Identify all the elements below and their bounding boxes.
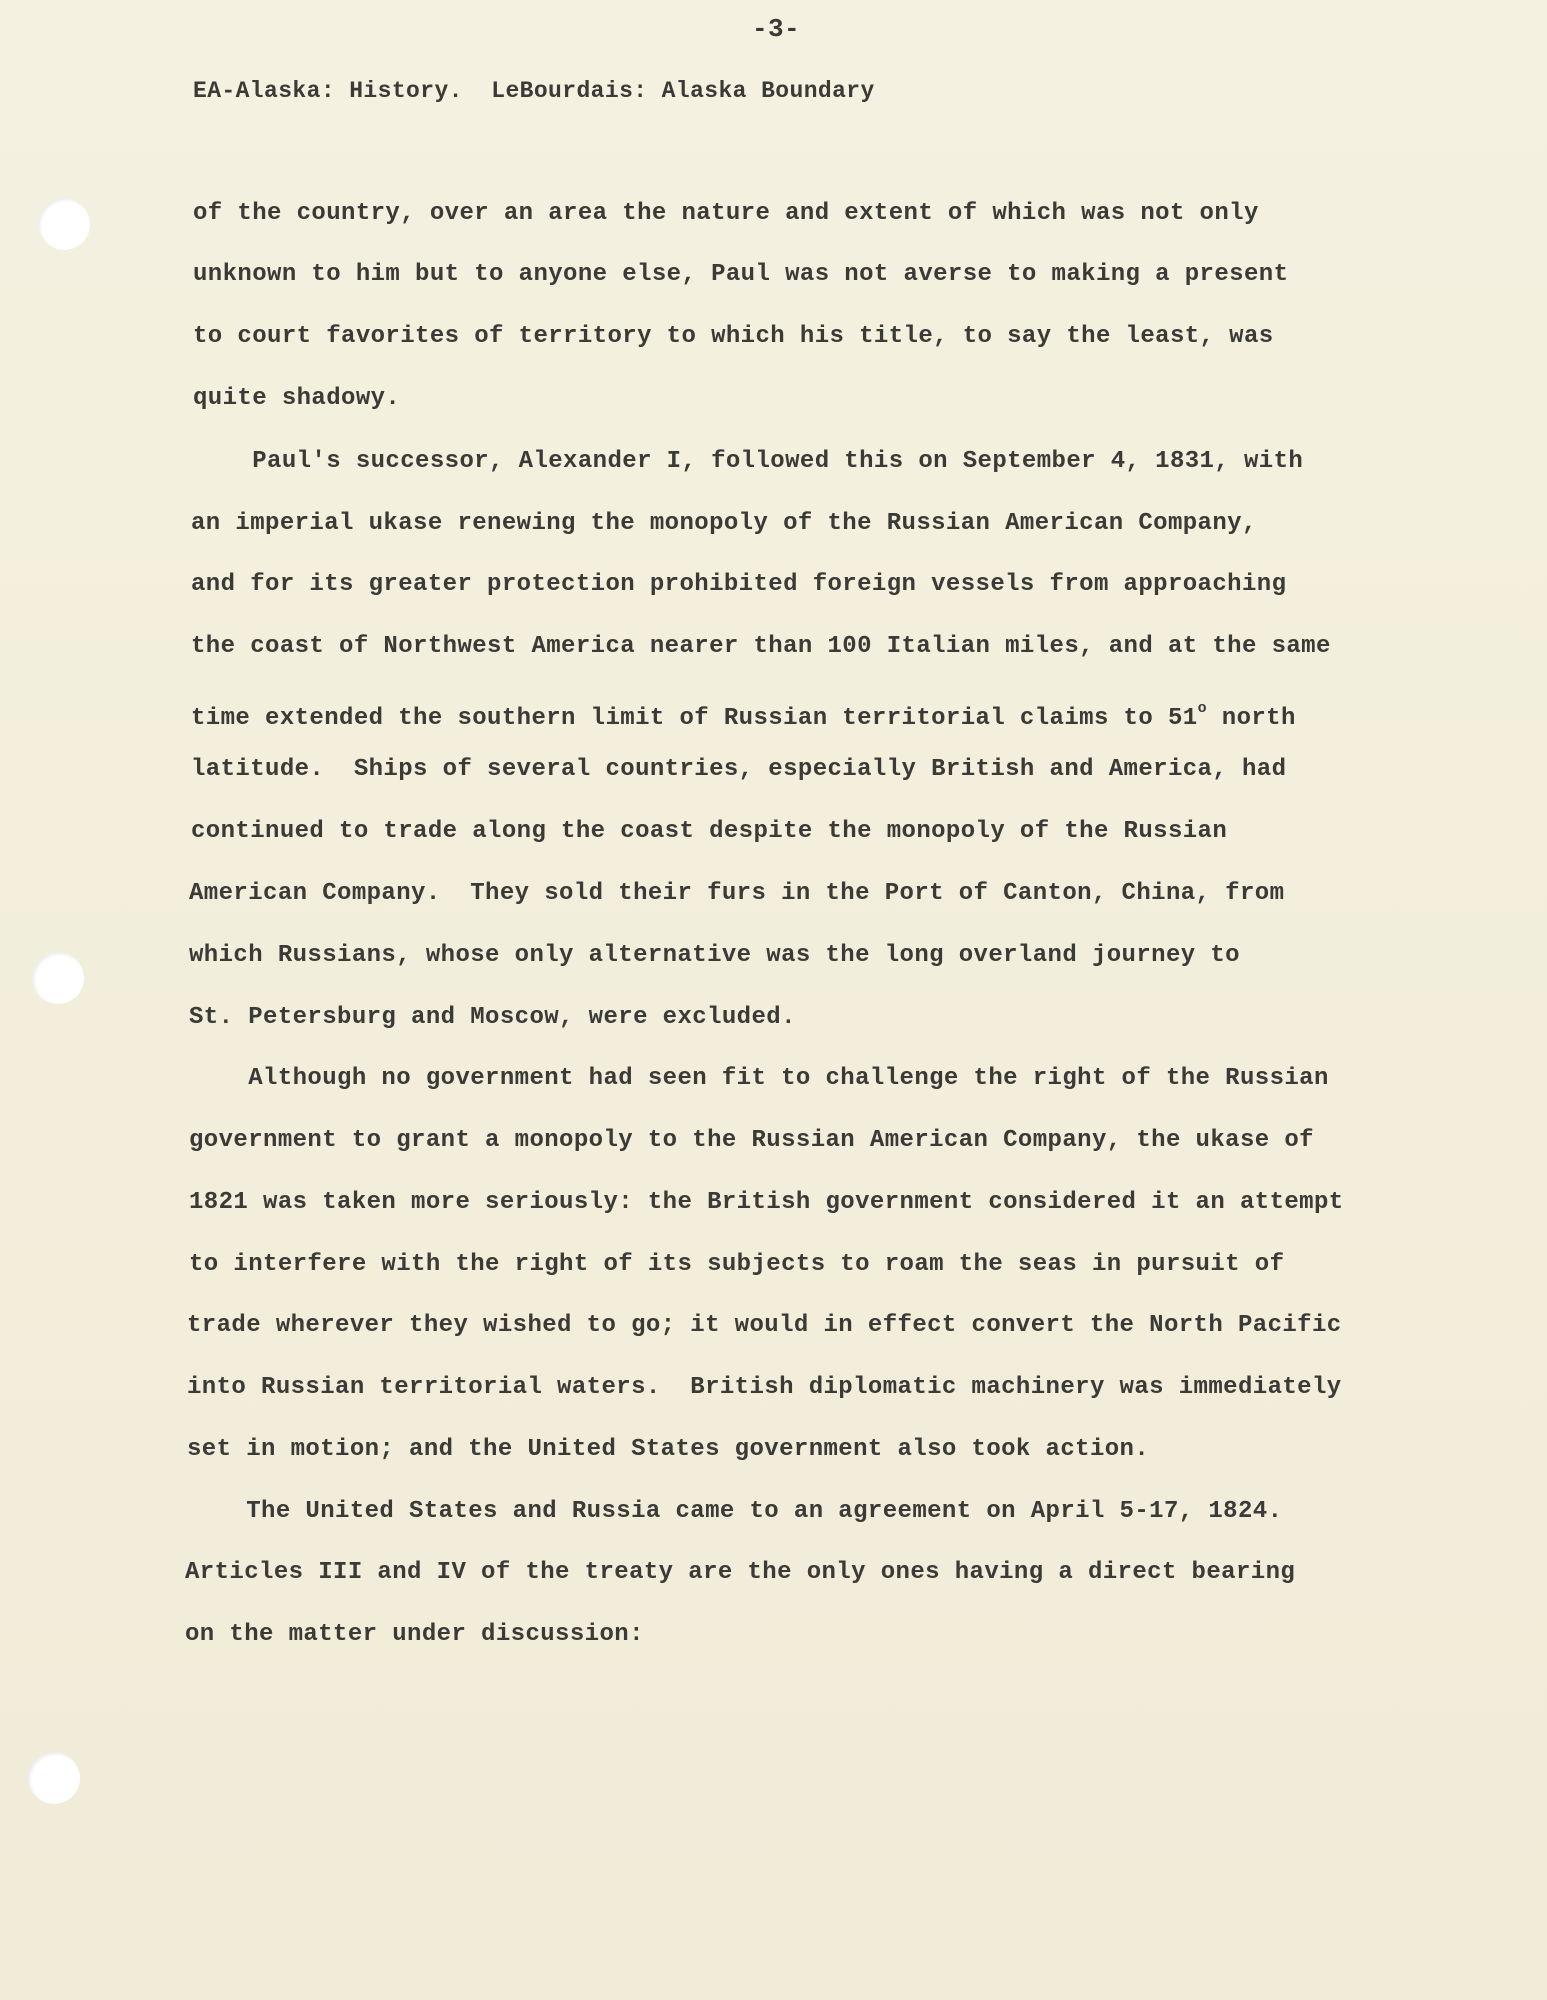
text-line: 1821 was taken more seriously: the British government considered it an attempt — [189, 1189, 1344, 1216]
punch-hole-bottom — [28, 1752, 80, 1804]
punch-hole-middle — [32, 952, 84, 1004]
text-line: to court favorites of territory to which his title, to say the least, was — [193, 323, 1274, 350]
text-line: government to grant a monopoly to the Russian American Company, the ukase of — [189, 1127, 1314, 1154]
text-line: into Russian territorial waters. British diplomatic machinery was immediately — [187, 1374, 1342, 1401]
text-line: Articles III and IV of the treaty are the only ones having a direct bearing — [185, 1559, 1296, 1586]
text-line: of the country, over an area the nature and extent of which was not only — [193, 200, 1259, 227]
page-number: -3- — [752, 14, 801, 44]
degree-mark: o — [1197, 700, 1207, 717]
text-line: quite shadowy. — [193, 385, 401, 412]
text-line: to interfere with the right of its subjects to roam the seas in pursuit of — [189, 1251, 1285, 1278]
text-line: trade wherever they wished to go; it would in effect convert the North Pacific — [187, 1312, 1342, 1339]
text-line — [191, 694, 1296, 734]
text-line: American Company. They sold their furs in the Port of Canton, China, from — [189, 880, 1285, 907]
text-line: unknown to him but to anyone else, Paul was not averse to making a present — [193, 261, 1289, 288]
text-line: latitude. Ships of several countries, especially British and America, had — [191, 756, 1287, 783]
text-line: Although no government had seen fit to challenge the right of the Russian — [189, 1065, 1329, 1092]
text-line-main: time extended the southern limit of Russian territorial claims to 51 — [191, 705, 1198, 732]
text-line: St. Petersburg and Moscow, were excluded. — [189, 1004, 796, 1031]
text-line: on the matter under discussion: — [185, 1621, 644, 1648]
text-line: set in motion; and the United States government also took action. — [187, 1436, 1150, 1463]
text-line-tail: north — [1206, 705, 1296, 732]
text-line: Paul's successor, Alexander I, followed this on September 4, 1831, with — [193, 448, 1304, 475]
text-line: which Russians, whose only alternative was the long overland journey to — [189, 942, 1240, 969]
running-header: EA-Alaska: History. LeBourdais: Alaska Boundary — [193, 78, 875, 104]
text-line: and for its greater protection prohibited foreign vessels from approaching — [191, 571, 1287, 598]
text-line: The United States and Russia came to an agreement on April 5-17, 1824. — [187, 1498, 1283, 1525]
punch-hole-top — [38, 198, 90, 250]
text-line: continued to trade along the coast despite the monopoly of the Russian — [191, 818, 1228, 845]
text-line: the coast of Northwest America nearer than 100 Italian miles, and at the same — [191, 633, 1331, 660]
text-line: an imperial ukase renewing the monopoly of the Russian American Company, — [191, 510, 1257, 537]
